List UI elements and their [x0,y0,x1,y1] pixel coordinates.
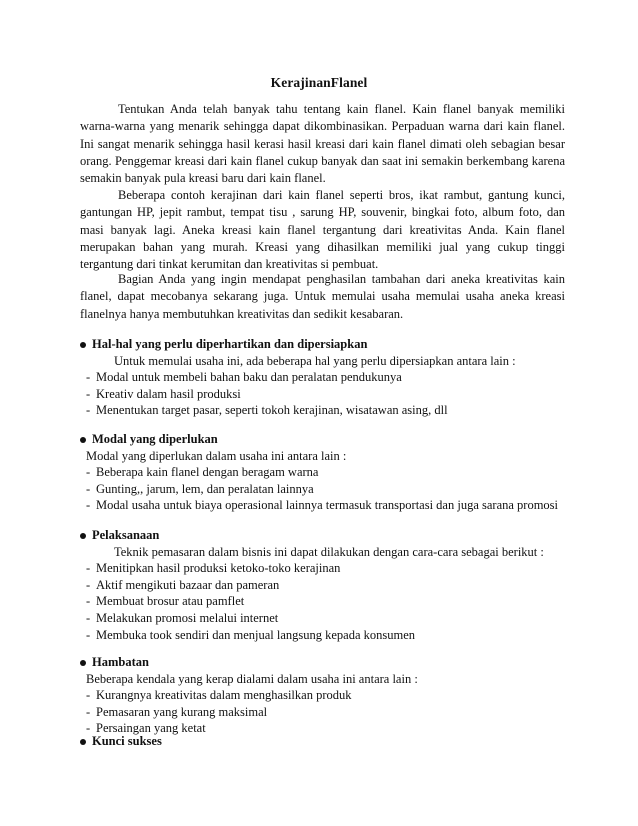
bullet-icon [80,739,86,745]
section-intro: Modal yang diperlukan dalam usaha ini antara lain : [86,448,347,463]
section-heading: Modal yang diperlukan [92,432,218,446]
section-implementation [80,527,570,643]
bullet-icon [80,342,86,348]
section-heading: Hal-hal yang perlu diperhartikan dan dipersiapkan [92,337,368,351]
list-item: - Membuat brosur atau pamflet [86,594,245,609]
list-item: - Modal usaha untuk biaya operasional lainnya termasuk transportasi dan juga sarana promosi [86,498,559,513]
list-item: - Modal untuk membeli bahan baku dan peralatan pendukunya [86,370,402,385]
section-intro: Untuk memulai usaha ini, ada beberapa hal yang perlu dipersiapkan antara lain : [114,353,516,368]
section-preparation [80,336,570,419]
section-heading: Pelaksanaan [92,528,160,542]
list-item: - Membuka took sendiri dan menjual langsung kepada konsumen [86,627,416,642]
paragraph-intro: Tentukan Anda telah banyak tahu tentang kain flanel. Kain flanel banyak memiliki warna-warna yang menarik sehingga dapat dikombinasikan. Perpaduan warna dari kain flanel. Ini sangat menarik sehingga hasil kerasi hasil kreasi dari kain flanel dimati oleh sebagian besar orang. Penggemar kreasi dari kain flanel cukup banyak dan saat ini semakin berkembang karena semakin banyak pula kreasi baru dari kain flanel. [80,102,565,186]
section-intro: Beberapa kendala yang kerap dialami dalam usaha ini antara lain : [86,671,418,686]
list-item: - Kurangnya kreativitas dalam menghasilkan produk [86,688,352,703]
section-obstacles [80,654,570,737]
bullet-icon [80,533,86,539]
document-title: KerajinanFlanel [270,75,368,90]
list-item: - Kreativ dalam hasil produksi [86,386,241,401]
list-item: - Pemasaran yang kurang maksimal [86,704,268,719]
list-item: - Menitipkan hasil produksi ketoko-toko kerajinan [86,561,341,576]
paragraph-opportunity: Bagian Anda yang ingin mendapat penghasilan tambahan dari aneka kreativitas kain flanel, dapat mecobanya sekarang juga. Untuk memulai usaha memulai usaha aneka kreasi flanelnya hanya membutuhkan kreativitas dan sedikit kesabaran. [80,272,565,321]
list-item: - Melakukan promosi melalui internet [86,610,279,625]
section-capital [80,431,570,514]
list-item: - Beberapa kain flanel dengan beragam warna [86,465,319,480]
list-item: - Persaingan yang ketat [86,721,206,736]
bullet-icon [80,437,86,443]
section-heading: Hambatan [92,655,149,669]
paragraph-examples: Beberapa contoh kerajinan dari kain flanel seperti bros, ikat rambut, gantung kunci, gantungan HP, jepit rambut, tempat tisu , sarung HP, souvenir, bingkai foto, album foto, dan masi banyak lagi. Aneka kreasi kain flanel tergantung dari kreativitas Anda. Kain flanel merupakan bahan yang murah. Kreasi yang dihasilkan memiliki jual yang cukup tinggi tergantung dari tinkat kerumitan dan kreativitas si pembuat. [80,188,565,272]
list-item: - Menentukan target pasar, seperti tokoh kerajinan, wisatawan asing, dll [86,403,448,418]
bullet-icon [80,660,86,666]
section-intro: Teknik pemasaran dalam bisnis ini dapat dilakukan dengan cara-cara sebagai berikut : [114,544,544,559]
section-success-keys [80,733,570,750]
section-heading: Kunci sukses [92,734,162,748]
list-item: - Gunting,, jarum, lem, dan peralatan lainnya [86,481,314,496]
list-item: - Aktif mengikuti bazaar dan pameran [86,577,280,592]
